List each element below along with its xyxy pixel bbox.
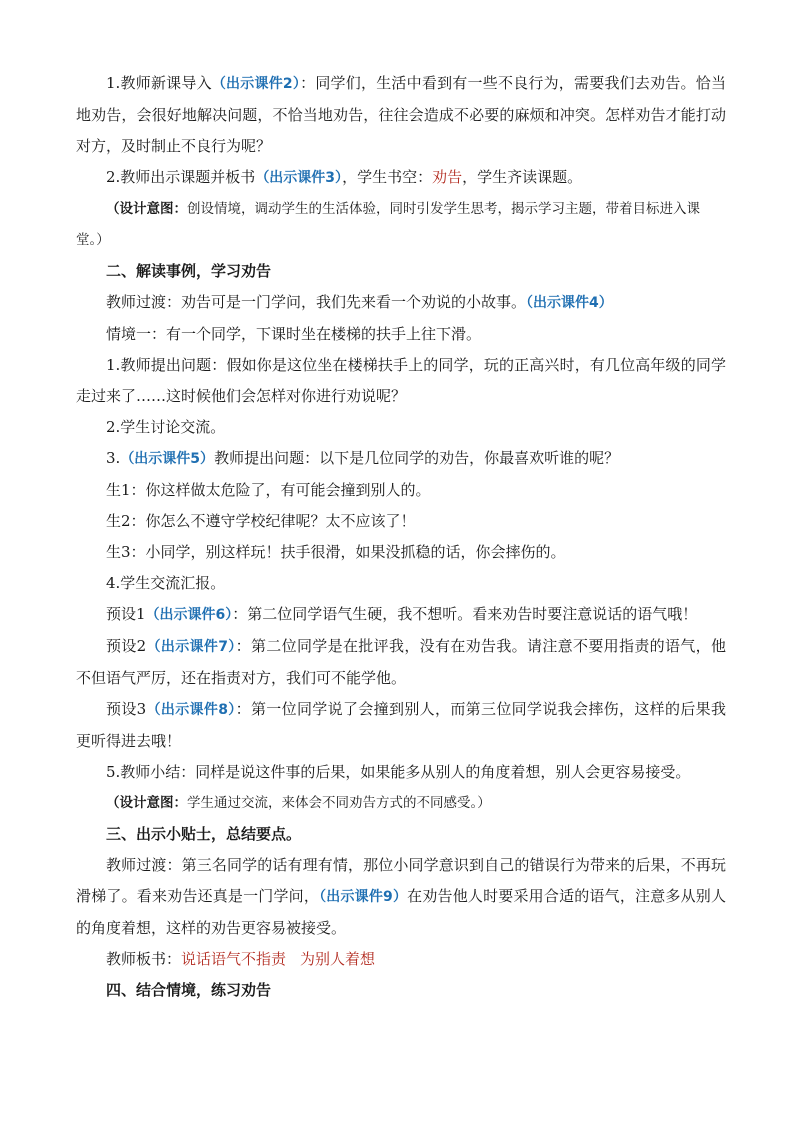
section-heading-4: 四、结合情境，练习劝告: [106, 981, 272, 999]
paragraph-transition-2: [76, 850, 726, 944]
text: ：同学们，生活中看到有一些不良行为，需要我们去劝告。恰当地劝告，会很好地解决问题，不恰当地劝告，往往会造成不必要的麻烦和冲突。怎样劝告才能打动对方，及时制止不良行为呢？: [76, 74, 726, 155]
section-heading-3: 三、出示小贴士，总结要点。: [106, 825, 302, 843]
courseware-tag: （出示课件7）: [146, 639, 236, 655]
section-heading-2: 二、解读事例，学习劝告: [106, 262, 272, 280]
student-answer-3: 生3：小同学，别这样玩！扶手很滑，如果没抓稳的话，你会摔伤的。: [106, 543, 566, 561]
paragraph-board-writing: [76, 944, 726, 975]
note-text: 学生通过交流，来体会不同劝告方式的不同感受。）: [187, 795, 491, 811]
courseware-tag: （出示课件3）: [255, 170, 343, 186]
student-answer-2: 生2：你怎么不遵守学校纪律呢？太不应该了！: [106, 512, 416, 530]
text: 1.教师新课导入: [106, 74, 212, 92]
note-label: （设计意图：: [106, 795, 187, 811]
note-text: 创设情境，调动学生的生活体验，同时引发学生思考，揭示学习主题，带着目标进入课堂。）: [76, 201, 700, 248]
text: 预设2: [106, 637, 147, 655]
paragraph-scenario: 情境一：有一个同学，下课时坐在楼梯的扶手上往下滑。: [106, 325, 482, 343]
paragraph-question-2: [76, 443, 726, 475]
text: ，学生齐读课题。: [462, 168, 583, 186]
design-intent-note-2: [76, 788, 726, 819]
text: 在劝告他人时要采用合适的语气，注意多从别人的角度着想，这样的劝告更容易被接受。: [76, 887, 726, 937]
paragraph-topic: [76, 162, 726, 194]
paragraph-intro: [76, 68, 726, 162]
courseware-tag: （出示课件6）: [145, 607, 233, 623]
text: 2.教师出示课题并板书: [106, 168, 256, 186]
paragraph-summary: 5.教师小结：同样是说这件事的后果，如果能多从别人的角度着想，别人会更容易接受。: [106, 763, 691, 781]
text: 教师提出问题：以下是几位同学的劝告，你最喜欢听谁的呢？: [214, 449, 620, 467]
courseware-tag: （出示课件8）: [146, 702, 236, 718]
preset-1: [76, 599, 726, 631]
highlight-text: 为别人着想: [300, 950, 376, 968]
text: ：第二位同学是在批评我，没有在劝告我。请注意不要用指责的语气，他不但语气严厉，还在指责对方，我们可不能学他。: [76, 637, 726, 687]
text: 教师板书：: [106, 950, 182, 968]
text: 教师过渡：劝告可是一门学问，我们先来看一个劝说的小故事。: [106, 293, 527, 311]
student-answer-1: 生1：你这样做太危险了，有可能会撞到别人的。: [106, 481, 431, 499]
note-label: （设计意图：: [106, 201, 187, 217]
preset-2: [76, 631, 726, 694]
highlight-text: 劝告: [432, 168, 463, 186]
paragraph-report: 4.学生交流汇报。: [106, 574, 226, 592]
text: 3.: [106, 449, 121, 467]
paragraph-transition: [76, 287, 726, 319]
lesson-plan-body: [76, 68, 726, 1006]
text: 教师过渡：第三名同学的话有理有情，那位小同学意识到自己的错误行为带来的后果，不再玩滑梯了。看来劝告还真是一门学问，: [76, 856, 726, 905]
courseware-tag: （出示课件2）: [211, 76, 301, 92]
paragraph-question: 1.教师提出问题：假如你是这位坐在楼梯扶手上的同学，玩的正高兴时，有几位高年级的同学走过来了……这时候他们会怎样对你进行劝说呢？: [76, 356, 726, 405]
courseware-tag: （出示课件4）: [526, 295, 613, 311]
text: 预设3: [106, 700, 147, 718]
preset-3: [76, 694, 726, 757]
courseware-tag: （出示课件9）: [319, 889, 408, 905]
text: ：第二位同学语气生硬，我不想听。看来劝告时要注意说话的语气哦！: [232, 605, 698, 623]
text: ，学生书空：: [342, 168, 433, 186]
courseware-tag: （出示课件5）: [120, 451, 215, 467]
design-intent-note: [76, 194, 726, 256]
highlight-text: 说话语气不指责: [181, 950, 287, 968]
paragraph-discussion: 2.学生讨论交流。: [106, 418, 226, 436]
text: 预设1: [106, 605, 146, 623]
text: ：第一位同学说了会撞到别人，而第三位同学说我会摔伤，这样的后果我更听得进去哦！: [76, 700, 726, 750]
